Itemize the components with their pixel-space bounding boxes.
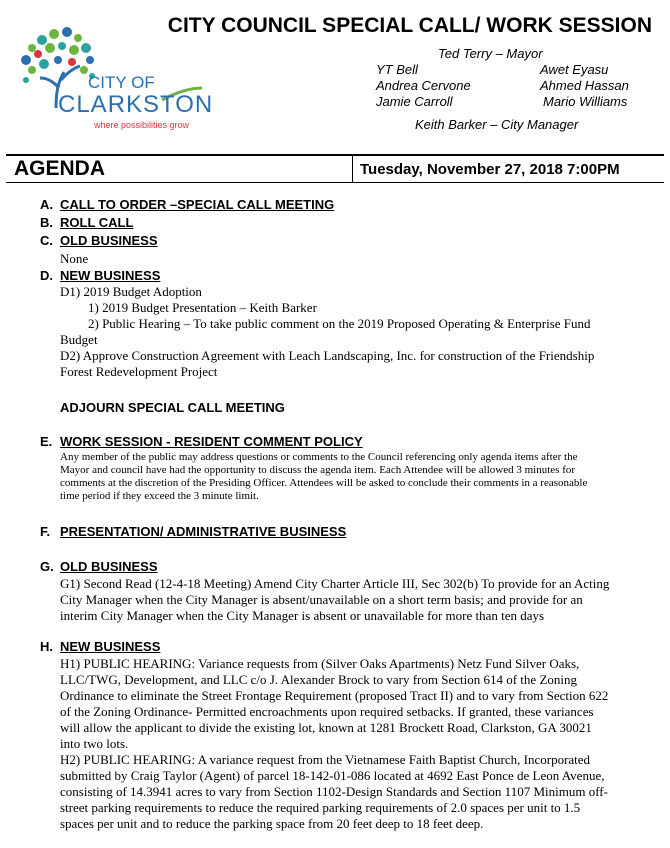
sub-item: D1) 2019 Budget Adoption	[60, 284, 202, 299]
item-text: None	[60, 251, 89, 266]
item-letter: C.	[40, 233, 53, 248]
item-text: of the Zoning Ordinance- Permitted encroachments upon required setbacks. If granted, these variances	[60, 704, 594, 719]
sub-item: Budget	[60, 332, 98, 347]
item-heading: WORK SESSION - RESIDENT COMMENT POLICY	[60, 434, 363, 449]
item-text: street parking requirements to reduce the required parking requirements of 2.0 spaces per unit to 1.5	[60, 800, 581, 815]
council-member: Awet Eyasu	[540, 62, 609, 77]
item-letter: B.	[40, 215, 53, 230]
council-member: YT Bell	[376, 62, 418, 77]
item-heading: OLD BUSINESS	[60, 559, 158, 574]
item-text: G1) Second Read (12-4-18 Meeting) Amend City Charter Article III, Sec 302(b) To provide for an Acting	[60, 576, 610, 591]
item-text: will allow the applicant to divide the existing lot, known at 1281 Brockett Road, Clarkston, GA 30021	[60, 720, 592, 735]
item-text: H1) PUBLIC HEARING: Variance requests from (Silver Oaks Apartments) Netz Fund Silver Oaks,	[60, 656, 580, 671]
adjourn-heading: ADJOURN SPECIAL CALL MEETING	[60, 400, 285, 415]
item-text: consisting of 14.3941 acres to vary from Section 1102-Design Standards and Section 1107 Minimum off-	[60, 784, 608, 799]
city-logo	[12, 22, 247, 134]
mayor-name: Ted Terry – Mayor	[438, 46, 543, 61]
tree-icon	[12, 22, 247, 134]
divider	[6, 154, 664, 156]
divider	[6, 182, 664, 183]
sub-item: D2) Approve Construction Agreement with Leach Landscaping, Inc. for construction of the Friendship	[60, 348, 595, 363]
item-text: Mayor and council have had the opportunity to discuss the agenda item. Each Attendee will be allowed 3 minutes for	[60, 464, 576, 476]
council-member: Mario Williams	[543, 94, 628, 109]
divider	[352, 154, 353, 182]
item-text: LLC/TWG, Development, and LLC c/o J. Alexander Brock to vary from Section 614 of the Zoning	[60, 672, 577, 687]
city-manager-name: Keith Barker – City Manager	[415, 117, 579, 132]
sub-item: 1) 2019 Budget Presentation – Keith Barker	[88, 300, 317, 315]
council-member: Ahmed Hassan	[540, 78, 629, 93]
item-text: interim City Manager when the City Manager is absent or unavailable for more than ten days	[60, 608, 545, 623]
item-heading: ROLL CALL	[60, 215, 134, 230]
logo-tagline: where possibilities grow	[94, 120, 190, 130]
page-title: CITY COUNCIL SPECIAL CALL/ WORK SESSION	[167, 14, 652, 37]
item-heading: OLD BUSINESS	[60, 233, 158, 248]
item-letter: G.	[40, 559, 54, 574]
council-member: Jamie Carroll	[376, 94, 453, 109]
item-text: comments at the discretion of the Presiding Officer. Attendees will be asked to conclude their comments in a reasonable	[60, 477, 588, 489]
item-text: Any member of the public may address questions or comments to the Council referencing only agenda items after the	[60, 451, 578, 463]
item-heading: NEW BUSINESS	[60, 268, 161, 283]
logo-name: CLARKSTON	[58, 91, 214, 118]
item-text: H2) PUBLIC HEARING: A variance request from the Vietnamese Faith Baptist Church, Incorporated	[60, 752, 591, 767]
item-text: into two lots.	[60, 736, 129, 751]
item-letter: H.	[40, 639, 53, 654]
item-letter: A.	[40, 197, 53, 212]
agenda-label: AGENDA	[14, 157, 106, 180]
item-letter: D.	[40, 268, 53, 283]
sub-item: 2) Public Hearing – To take public comment on the 2019 Proposed Operating & Enterprise Fund	[88, 316, 591, 331]
item-heading: NEW BUSINESS	[60, 639, 161, 654]
council-member: Andrea Cervone	[376, 78, 471, 93]
item-letter: E.	[40, 434, 53, 449]
item-heading: PRESENTATION/ ADMINISTRATIVE BUSINESS	[60, 524, 347, 539]
sub-item: Forest Redevelopment Project	[60, 364, 218, 379]
item-text: submitted by Craig Taylor (Agent) of parcel 18-142-01-086 located at 4692 East Ponce de Leon Avenue,	[60, 768, 605, 783]
item-text: spaces per unit and to reduce the parking space from 20 feet deep to 18 feet deep.	[60, 816, 484, 831]
item-letter: F.	[40, 524, 51, 539]
item-text: time period if they exceed the 3 minute limit.	[60, 490, 259, 502]
meeting-date: Tuesday, November 27, 2018 7:00PM	[360, 161, 620, 178]
item-text: City Manager when the City Manager is absent/unavailable on a short term basis; and provide for an	[60, 592, 583, 607]
item-heading: CALL TO ORDER –SPECIAL CALL MEETING	[60, 197, 335, 212]
item-text: Ordinance to eliminate the Street Frontage Requirement (proposed Tract II) and to vary from Section 622	[60, 688, 609, 703]
logo-city-of: CITY OF	[88, 73, 155, 92]
